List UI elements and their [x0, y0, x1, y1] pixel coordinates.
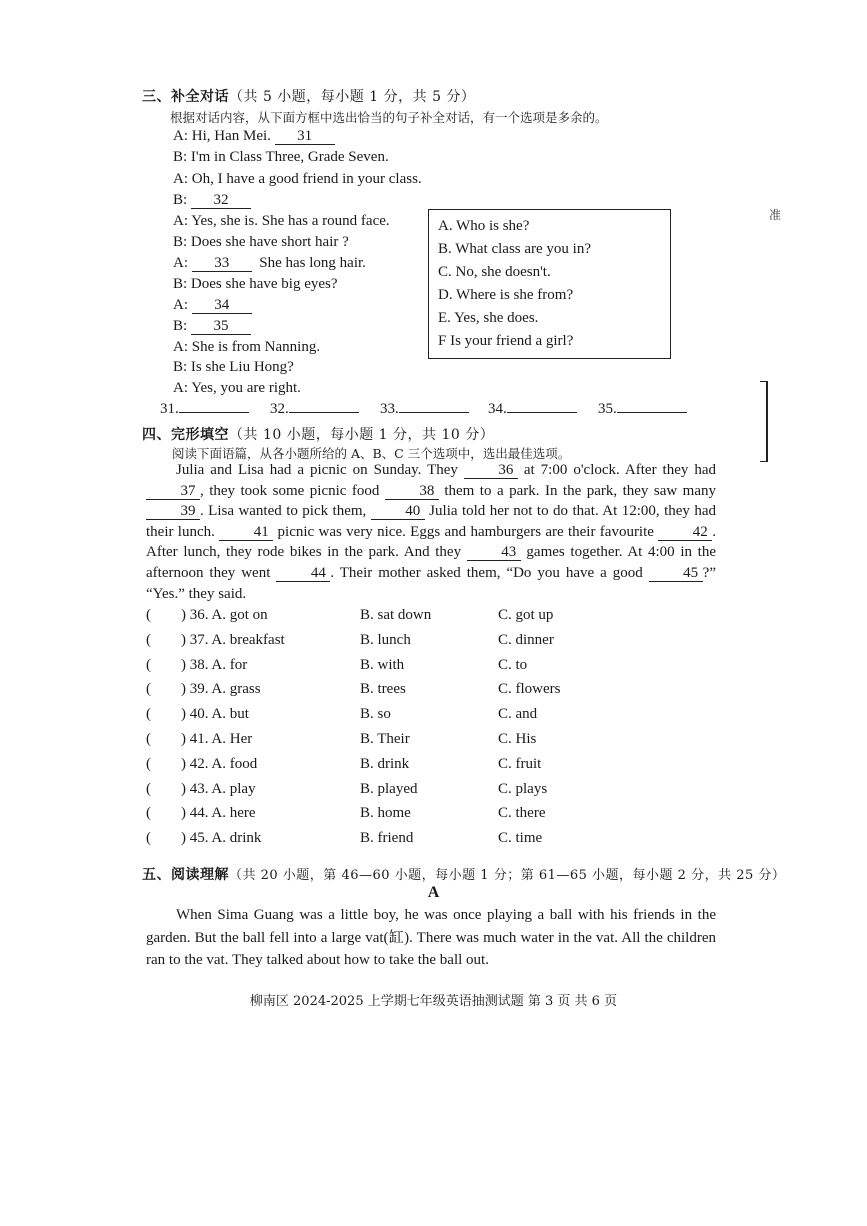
answer-line [289, 398, 359, 413]
page-footer: 柳南区 2024-2025 上学期七年级英语抽测试题 第 3 页 共 6 页 [249, 994, 618, 1009]
question-option-a: ) 37. A. breakfast [181, 631, 285, 648]
dialog-text: A: She is from Nanning. [173, 339, 321, 355]
question-option-b: B. played [360, 780, 418, 797]
dialog-blank: 32 [191, 193, 251, 209]
question-option-c: C. His [498, 731, 537, 747]
dialog-line [173, 192, 251, 209]
dialog-line [173, 276, 338, 293]
answer-bracket[interactable]: ( [146, 755, 151, 772]
question-option-c: C. dinner [498, 631, 554, 648]
section5-title: 五、阅读理解 [142, 867, 229, 883]
dialog-text: B: Does she have big eyes? [173, 276, 338, 292]
cloze-text: , they took some picnic food [200, 482, 385, 499]
cloze-text: ?” “Yes.” they said. [146, 564, 716, 602]
dialog-blank: 35 [191, 319, 251, 335]
answer-label: 35. [598, 401, 617, 417]
dialog-text: B: Is she Liu Hong? [173, 359, 294, 375]
answer-label: 31. [160, 401, 179, 417]
dialog-line [173, 128, 335, 145]
answer-bracket[interactable]: ( [146, 830, 151, 847]
answer-bracket[interactable]: ( [146, 805, 151, 822]
question-option-b: B. with [360, 656, 405, 673]
dialog-line [173, 149, 389, 166]
question-option-b: B. friend [360, 830, 414, 847]
dialog-blank: 33 [192, 256, 252, 272]
question-option-b: B. Their [360, 731, 410, 747]
option-item: D. Where is she from? [438, 287, 574, 303]
reading-passage [146, 904, 716, 972]
answer-slot[interactable] [160, 398, 249, 418]
question-option-a: ) 45. A. drink [181, 830, 262, 847]
dialog-text: B: [173, 192, 191, 208]
cloze-text: games together. At 4:00 in the afternoon they went [146, 544, 716, 581]
question-option-c: C. and [498, 706, 538, 723]
cloze-text: Julia told her not to do that. At 12:00, they had their lunch. [146, 503, 717, 540]
answer-bracket[interactable]: ( [146, 631, 151, 648]
section4-heading [142, 424, 494, 444]
question-option-a: ) 41. A. Her [181, 731, 253, 747]
cloze-blank: 42 [658, 525, 712, 541]
question-option-a: ) 38. A. for [181, 656, 248, 673]
dialog-text: A: [173, 297, 192, 313]
option-item: E. Yes, she does. [438, 310, 539, 326]
cloze-text: Julia and Lisa had a picnic on Sunday. They [176, 462, 464, 478]
margin-bracket [760, 381, 768, 462]
question-option-b: B. so [360, 706, 391, 723]
question-option-c: C. fruit [498, 755, 542, 772]
dialog-line [173, 339, 320, 356]
answer-bracket[interactable]: ( [146, 780, 151, 797]
dialog-text: A: Oh, I have a good friend in your class. [173, 171, 422, 187]
question-option-b: B. sat down [360, 607, 432, 623]
cloze-blank: 38 [385, 484, 439, 500]
dialog-text: A: Yes, you are right. [173, 380, 301, 396]
dialog-text: B: I'm in Class Three, Grade Seven. [173, 149, 389, 165]
dialog-line [173, 171, 422, 188]
section3-heading [142, 86, 475, 106]
section5-heading [142, 864, 785, 884]
cloze-text: . Their mother asked them, “Do you have a good [330, 564, 649, 581]
dialog-text: A: Yes, she is. She has a round face. [173, 213, 390, 229]
dialog-blank: 34 [192, 298, 252, 314]
cloze-text: . Lisa wanted to pick them, [200, 503, 371, 520]
cloze-blank: 40 [371, 504, 425, 520]
cloze-blank: 39 [146, 504, 200, 520]
option-item: C. No, she doesn't. [438, 264, 551, 280]
answer-label: 32. [270, 401, 289, 417]
question-option-b: B. drink [360, 755, 410, 772]
question-option-c: C. there [498, 805, 546, 822]
cloze-passage [146, 460, 716, 604]
dialog-line [173, 297, 252, 314]
cloze-blank: 37 [146, 484, 200, 500]
answer-line [617, 398, 687, 413]
cloze-text: . After lunch, they rode bikes in the park. And they [146, 523, 716, 561]
dialog-text: B: Does she have short hair ? [173, 234, 349, 250]
option-item: A. Who is she? [438, 218, 530, 234]
question-option-c: C. got up [498, 607, 554, 623]
reading-passage-text: When Sima Guang was a little boy, he was once playing a ball with his friends in the garden. But the ball fell into a large vat(缸). There was much water in the vat. All the children ran to the vat. They talked about how to take the ball out. [146, 907, 716, 968]
dialog-blank: 31 [275, 129, 335, 145]
side-mark: 准 [769, 208, 782, 222]
cloze-blank: 41 [219, 525, 273, 541]
answer-bracket[interactable]: ( [146, 706, 151, 723]
question-option-b: B. lunch [360, 631, 411, 648]
section4-instruction: 阅读下面语篇，从各小题所给的 A、B、C 三个选项中，选出最佳选项。 [172, 446, 571, 461]
question-option-c: C. flowers [498, 681, 561, 698]
question-option-a: ) 36. A. got on [181, 607, 268, 623]
question-option-a: ) 43. A. play [181, 780, 256, 797]
question-option-a: ) 42. A. food [181, 755, 258, 772]
answer-line [179, 398, 249, 413]
question-option-c: C. plays [498, 780, 548, 797]
answer-slot[interactable] [598, 398, 687, 418]
cloze-blank: 45 [649, 566, 703, 582]
question-option-c: C. time [498, 830, 543, 847]
question-option-a: ) 40. A. but [181, 706, 249, 723]
answer-slot[interactable] [270, 398, 359, 418]
question-option-b: B. trees [360, 681, 406, 698]
question-option-a: ) 39. A. grass [181, 681, 261, 698]
options-box [428, 209, 671, 359]
question-option-b: B. home [360, 805, 411, 822]
option-item: F Is your friend a girl? [438, 333, 574, 349]
answer-label: 33. [380, 401, 399, 417]
dialog-text: A: [173, 255, 192, 271]
cloze-text: picnic was very nice. Eggs and hamburgers are their favourite [273, 523, 659, 540]
cloze-text: at 7:00 o'clock. After they had [517, 462, 717, 478]
section3-score: （共 5 小题，每小题 1 分，共 5 分） [229, 89, 476, 105]
cloze-blank: 44 [276, 566, 330, 582]
question-option-a: ) 44. A. here [181, 805, 256, 822]
dialog-line [173, 318, 251, 335]
section4-title: 四、完形填空 [142, 427, 229, 443]
answer-slot[interactable] [488, 398, 577, 418]
dialog-line [173, 213, 390, 230]
answer-bracket[interactable]: ( [146, 656, 151, 673]
section4-score: （共 10 小题，每小题 1 分，共 10 分） [229, 427, 495, 443]
dialog-text: She has long hair. [251, 255, 366, 271]
section5-score: （共 20 小题，第 46—60 小题，每小题 1 分；第 61—65 小题，每小题 2 分，共 25 分） [229, 868, 786, 883]
dialog-line [173, 359, 294, 376]
dialog-text: A: Hi, Han Mei. [173, 128, 275, 144]
answer-bracket[interactable]: ( [146, 681, 151, 698]
dialog-line [173, 380, 301, 397]
dialog-text: B: [173, 318, 191, 334]
dialog-line [173, 234, 349, 251]
dialog-line [173, 255, 366, 272]
section3-instruction: 根据对话内容，从下面方框中选出恰当的句子补全对话，有一个选项是多余的。 [170, 110, 608, 125]
answer-line [399, 398, 469, 413]
answer-label: 34. [488, 401, 507, 417]
cloze-text: them to a park. In the park, they saw many [438, 482, 716, 499]
answer-slot[interactable] [380, 398, 469, 418]
answer-line [507, 398, 577, 413]
answer-bracket[interactable]: ( [146, 731, 151, 747]
section3-title: 三、补全对话 [142, 89, 229, 105]
option-item: B. What class are you in? [438, 241, 592, 257]
reading-a-label: A [427, 884, 440, 901]
cloze-blank: 43 [467, 545, 521, 561]
answer-bracket[interactable]: ( [146, 607, 151, 623]
cloze-blank: 36 [464, 463, 518, 479]
question-option-c: C. to [498, 656, 528, 673]
